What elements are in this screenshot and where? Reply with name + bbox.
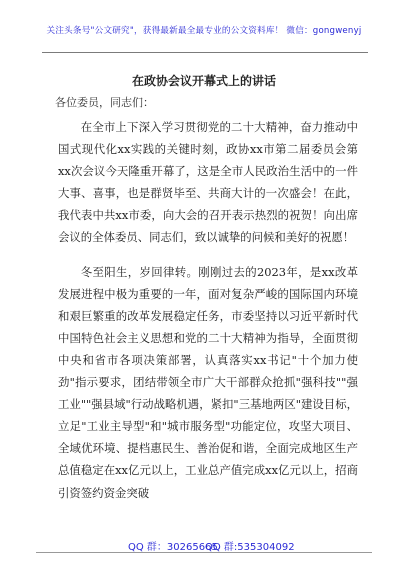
paragraph-2: 冬至阳生，岁回律转。刚刚过去的2023年，是xx改革发展进程中极为重要的一年，面对复杂严峻的国际国内环境和艰巨繁重的改革发展稳定任务，市委坚持以习近平新时代中国特色社会主义思想和党的二十大精神为指导，全面贯彻中央和省市各项决策部署，认真落实xx书记"十个加力使劲"指示要求，团结带领全市广大干部群众抢抓"强科技""强工业""强县域"行动战略机遇，紧扣"三基地两区"建设目标，立足"工业主导型"和"城市服务型"功能定位，攻坚大项目、全域优环境、提档惠民生、善治促和谐，全面完成地区生产总值稳定在xx亿元以上，工业总产值完成xx亿元以上，招商引资签约资金突破	[58, 264, 358, 500]
salutation: 各位委员，同志们：	[55, 96, 154, 109]
document-title: 在政协会议开幕式上的讲话	[131, 74, 276, 88]
footer-qq-right: QQ 群:535304092	[205, 542, 295, 553]
paragraph-1: 在全市上下深入学习贯彻党的二十大精神，奋力推动中国式现代化xx实践的关键时刻，政协xx市第二届委员会第xx次会议今天隆重开幕了，这是全市人民政治生活中的一件大事、喜事，也是群贤毕至、共商大计的一次盛会！在此，我代表中共xx市委，向大会的召开表示热烈的祝贺！向出席会议的全体委员、同志们，致以诚挚的问候和美好的祝愿！	[58, 120, 358, 245]
footer-qq-left: QQ 群：30265665	[128, 542, 218, 553]
header-notice: 关注头条号"公文研究"，获得最新最全最专业的公文资料库！ 微信：gongwenyj	[46, 26, 362, 36]
header-divider	[42, 52, 368, 53]
document-body	[58, 116, 358, 516]
